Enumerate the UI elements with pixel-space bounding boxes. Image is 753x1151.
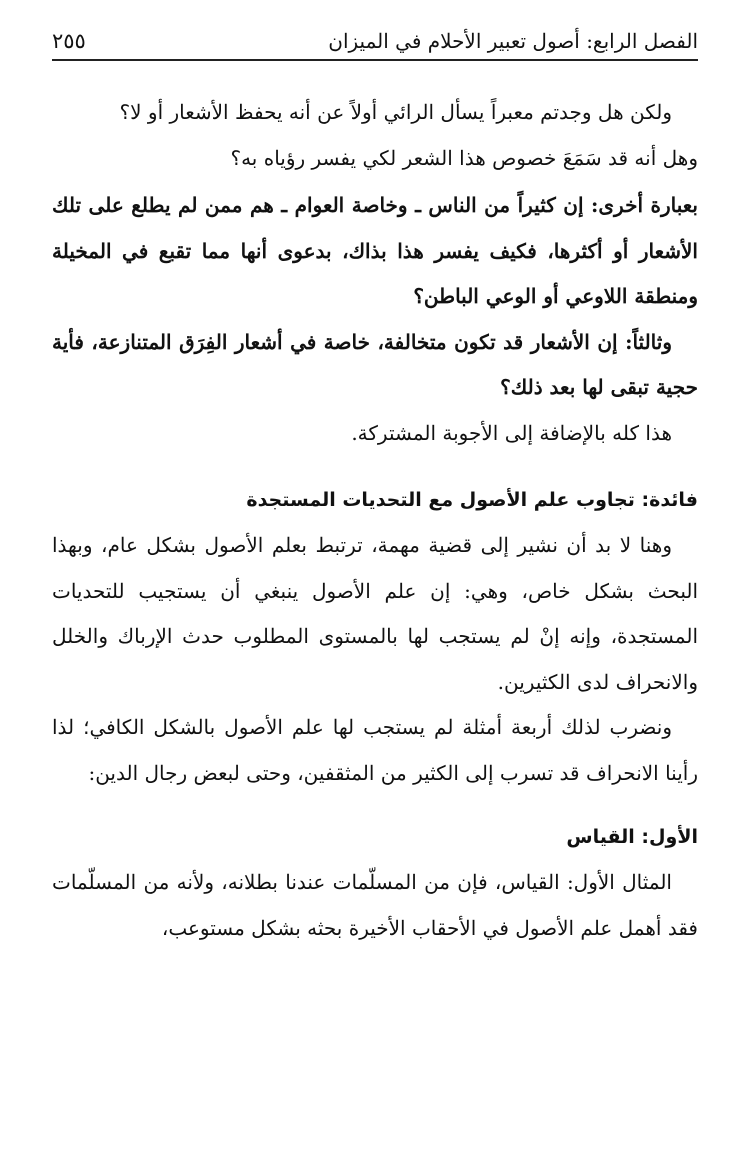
- running-header: [52, 22, 698, 56]
- chapter-title: الفصل الرابع: أصول تعبير الأحلام في الميزان: [328, 29, 698, 53]
- book-page: [52, 0, 698, 1151]
- paragraph-four-examples: ونضرب لذلك أربعة أمثلة لم يستجب لها علم الأصول بالشكل الكافي؛ لذا رأينا الانحراف قد تسرب إلى الكثير من المثقفين، وحتى لبعض رجال الدين:: [52, 715, 698, 785]
- paragraph-question-heard: وهل أنه قد سَمَعَ خصوص هذا الشعر لكي يفسر رؤياه به؟: [230, 145, 698, 170]
- header-rule: [52, 59, 698, 61]
- paragraph-common-answers: هذا كله بالإضافة إلى الأجوبة المشتركة.: [351, 420, 672, 445]
- section-heading-benefit: فائدة: تجاوب علم الأصول مع التحديات المستجدة: [246, 489, 698, 511]
- paragraph-first-example: المثال الأول: القياس، فإن من المسلّمات عندنا بطلانه، ولأنه من المسلّمات فقد أهمل علم الأصول في الأحقاب الأخيرة بحثه بشكل مستوعب،: [52, 870, 698, 940]
- paragraph-thirdly: وثالثاً: إن الأشعار قد تكون متخالفة، خاصة في أشعار الفِرَق المتنازعة، فأية حجية تبقى لها بعد ذلك؟: [52, 329, 698, 399]
- page-number: ٢٥٥: [52, 29, 86, 53]
- section-heading-analogy: الأول: القياس: [566, 826, 698, 848]
- paragraph-usul-challenges: وهنا لا بد أن نشير إلى قضية مهمة، ترتبط بعلم الأصول بشكل عام، وبهذا البحث بشكل خاص، وهي: إن علم الأصول ينبغي أن يستجيب للتحديات المستجدة، وإنه إنْ لم يستجب لها بالمستوى المطلوب حدث الإرباك والخلل والانحراف لدى الكثيرين.: [52, 533, 698, 694]
- page-body: [52, 90, 698, 951]
- paragraph-in-other-words: بعبارة أخرى: إن كثيراً من الناس ـ وخاصة العوام ـ هم ممن لم يطلع على تلك الأشعار أو أكثرها، فكيف يفسر هذا بذاك، بدعوى أنها مما تقبع في المخيلة ومنطقة اللاوعي أو الوعي الباطن؟: [52, 193, 698, 308]
- paragraph-question-memorize: ولكن هل وجدتم معبراً يسأل الرائي أولاً عن أنه يحفظ الأشعار أو لا؟: [119, 100, 672, 124]
